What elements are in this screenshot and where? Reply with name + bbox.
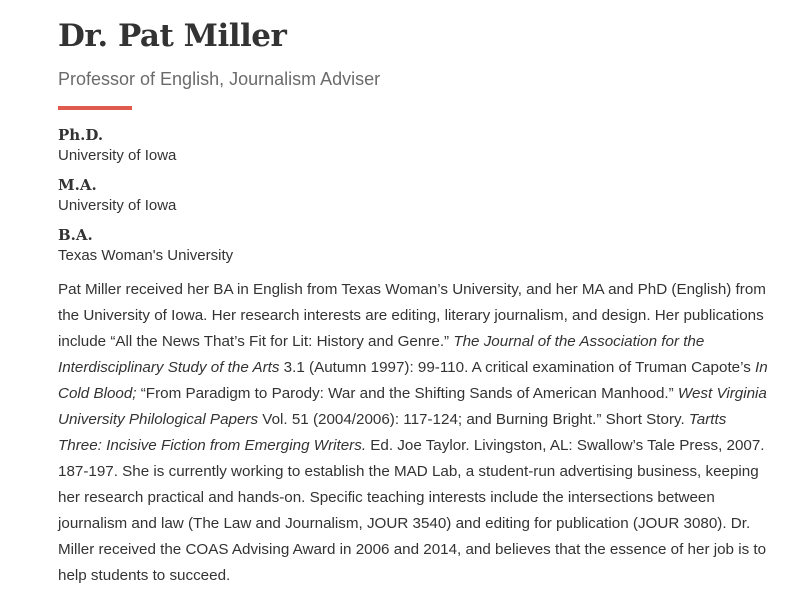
biography-paragraph — [58, 277, 774, 589]
bio-text: Ed. Joe Taylor. Livingston, AL: Swallow’s Tale Press, 2007. 187-197. She is currently working to establish the MAD Lab, a student-run advertising business, keeping her research practical and hands-on. Specific teaching interests include the intersections between journalism and law (The Law and Journalism, JOUR 3540) and editing for publication (JOUR 3080). Dr. Miller received the COAS Advising Award in 2006 and 2014, and believes that the essence of her job is to help students to succeed. — [58, 437, 767, 584]
degree-item-phd — [58, 125, 774, 175]
bio-citation-journal: The Journal of the Association for the Interdisciplinary Study of the Arts — [58, 333, 705, 376]
bio-text: 3.1 (Autumn 1997): 99-110. A critical examination of Truman Capote’s — [279, 359, 756, 376]
degree-list — [58, 125, 774, 275]
accent-divider — [58, 106, 132, 110]
faculty-title: Professor of English, Journalism Adviser — [58, 69, 381, 89]
bio-citation-anthology: Tartts Three: Incisive Fiction from Emerging Writers. — [58, 411, 727, 454]
degree-item-ma — [58, 175, 774, 225]
degree-name: M.A. — [58, 176, 97, 194]
degree-school: University of Iowa — [58, 147, 177, 164]
bio-citation-book: In Cold Blood; — [58, 359, 768, 402]
degree-school: University of Iowa — [58, 197, 177, 214]
bio-text: Vol. 51 (2004/2006): 117-124; and Burning Bright.” Short Story. — [258, 411, 689, 428]
degree-name: B.A. — [58, 226, 93, 244]
bio-text: Pat Miller received her BA in English from Texas Woman’s University, and her MA and PhD (English) from the University of Iowa. Her research interests are editing, literary journalism, and design. Her publications include “All the News That’s Fit for Lit: History and Genre.” — [58, 281, 766, 350]
degree-name: Ph.D. — [58, 126, 104, 144]
bio-text: “From Paradigm to Parody: War and the Shifting Sands of American Manhood.” — [136, 385, 678, 402]
degree-item-ba — [58, 225, 774, 275]
faculty-name: Dr. Pat Miller — [58, 18, 287, 54]
bio-citation-papers: West Virginia University Philological Papers — [58, 385, 767, 428]
degree-school: Texas Woman's University — [58, 247, 234, 264]
